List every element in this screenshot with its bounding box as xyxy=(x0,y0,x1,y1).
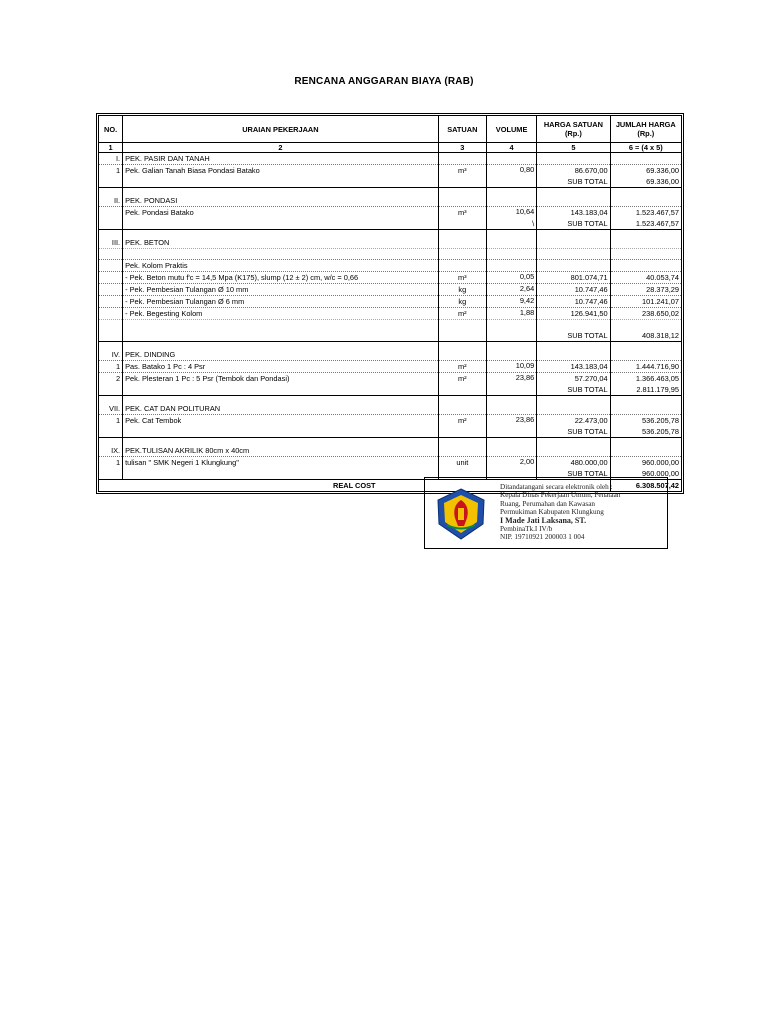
row-unit: unit xyxy=(438,457,486,469)
rab-table-frame xyxy=(96,113,684,494)
row-volume: 9,42 xyxy=(486,296,536,308)
spacer-cell xyxy=(486,396,536,404)
row-unit xyxy=(438,260,486,272)
row-volume: 2,00 xyxy=(486,457,536,469)
row-number xyxy=(99,260,123,272)
section-row xyxy=(99,195,682,207)
spacer-cell xyxy=(610,396,681,404)
section-row xyxy=(99,237,682,249)
row-volume xyxy=(486,384,536,396)
row-number: 1 xyxy=(99,165,123,177)
row-total-price: 1.444.716,90 xyxy=(610,361,681,373)
spacer-cell xyxy=(99,396,123,404)
header-unit: SATUAN xyxy=(438,116,486,143)
spacer-cell xyxy=(486,438,536,446)
row-volume xyxy=(486,330,536,342)
spacer-cell xyxy=(537,438,610,446)
row-volume xyxy=(486,445,536,457)
header-no: NO. xyxy=(99,116,123,143)
subtotal-row xyxy=(99,384,682,396)
table-row xyxy=(99,296,682,308)
row-unit-price: SUB TOTAL xyxy=(537,176,610,188)
row-number xyxy=(99,272,123,284)
row-volume xyxy=(486,349,536,361)
row-number: 1 xyxy=(99,415,123,427)
row-total-price xyxy=(610,320,681,331)
row-description xyxy=(123,176,439,188)
row-unit-price: 143.183,04 xyxy=(537,207,610,219)
row-unit-price: SUB TOTAL xyxy=(537,384,610,396)
spacer-cell xyxy=(537,342,610,350)
row-number: III. xyxy=(99,237,123,249)
row-total-price xyxy=(610,249,681,260)
row-description: PEK. CAT DAN POLITURAN xyxy=(123,403,439,415)
row-total-price: 536.205,78 xyxy=(610,426,681,438)
spacer-cell xyxy=(438,342,486,350)
blank-row xyxy=(99,249,682,260)
signer-nip: NIP. 19710921 200003 1 004 xyxy=(500,533,585,542)
row-number: I. xyxy=(99,153,123,165)
spacer-cell xyxy=(438,396,486,404)
row-unit xyxy=(438,237,486,249)
row-number xyxy=(99,384,123,396)
row-unit-price: SUB TOTAL xyxy=(537,468,610,480)
row-volume xyxy=(486,195,536,207)
spacer-cell xyxy=(123,342,439,350)
row-description xyxy=(123,249,439,260)
row-unit-price: 126.941,50 xyxy=(537,308,610,320)
subtotal-row xyxy=(99,330,682,342)
section-row xyxy=(99,445,682,457)
spacer-cell xyxy=(438,230,486,238)
row-volume: 1,88 xyxy=(486,308,536,320)
header-unit-price: HARGA SATUAN (Rp.) xyxy=(537,116,610,143)
table-row xyxy=(99,361,682,373)
table-header-row xyxy=(99,116,682,143)
row-unit xyxy=(438,153,486,165)
row-unit-price: 480.000,00 xyxy=(537,457,610,469)
row-description xyxy=(123,218,439,230)
header-volume: VOLUME xyxy=(486,116,536,143)
row-description: - Pek. Beton mutu f'c = 14,5 Mpa (K175), slump (12 ± 2) cm, w/c = 0,66 xyxy=(123,272,439,284)
row-description xyxy=(123,426,439,438)
row-number: VII. xyxy=(99,403,123,415)
row-number xyxy=(99,320,123,331)
row-number xyxy=(99,284,123,296)
row-unit-price: 143.183,04 xyxy=(537,361,610,373)
row-total-price xyxy=(610,260,681,272)
row-unit-price xyxy=(537,153,610,165)
column-number: 6 = (4 x 5) xyxy=(610,143,681,153)
column-number: 5 xyxy=(537,143,610,153)
section-row xyxy=(99,349,682,361)
row-description: Pek. Kolom Praktis xyxy=(123,260,439,272)
row-volume xyxy=(486,320,536,331)
row-number xyxy=(99,426,123,438)
row-volume: 0,80 xyxy=(486,165,536,177)
row-description xyxy=(123,468,439,480)
row-unit: m² xyxy=(438,361,486,373)
row-volume xyxy=(486,176,536,188)
row-unit xyxy=(438,249,486,260)
row-description: Pek. Pondasi Batako xyxy=(123,207,439,219)
row-description: tulisan " SMK Negeri 1 Klungkung" xyxy=(123,457,439,469)
row-unit: m³ xyxy=(438,207,486,219)
section-row xyxy=(99,153,682,165)
spacer-cell xyxy=(486,188,536,196)
table-row xyxy=(99,272,682,284)
row-description: PEK. BETON xyxy=(123,237,439,249)
row-unit xyxy=(438,445,486,457)
row-total-price: 1.523.467,57 xyxy=(610,207,681,219)
row-number xyxy=(99,330,123,342)
column-number: 2 xyxy=(123,143,439,153)
spacer-cell xyxy=(537,188,610,196)
row-unit-price: 10.747,46 xyxy=(537,296,610,308)
row-total-price: 536.205,78 xyxy=(610,415,681,427)
row-volume xyxy=(486,237,536,249)
row-unit xyxy=(438,218,486,230)
row-unit-price: 801.074,71 xyxy=(537,272,610,284)
column-number: 4 xyxy=(486,143,536,153)
row-total-price: 238.650,02 xyxy=(610,308,681,320)
header-total-price: JUMLAH HARGA (Rp.) xyxy=(610,116,681,143)
row-volume xyxy=(486,153,536,165)
spacer-row xyxy=(99,342,682,350)
row-unit: m² xyxy=(438,415,486,427)
subtotal-row xyxy=(99,176,682,188)
row-description: PEK. PONDASI xyxy=(123,195,439,207)
row-unit-price xyxy=(537,195,610,207)
row-description: - Pek. Begesting Kolom xyxy=(123,308,439,320)
spacer-cell xyxy=(123,230,439,238)
spacer-cell xyxy=(610,230,681,238)
table-row xyxy=(99,165,682,177)
row-description: Pas. Batako 1 Pc : 4 Psr xyxy=(123,361,439,373)
signature-line: Kepala Dinas Pekerjaan Umum, Penataan xyxy=(500,491,621,500)
row-number xyxy=(99,218,123,230)
row-unit-price: 86.670,00 xyxy=(537,165,610,177)
section-row xyxy=(99,403,682,415)
table-row xyxy=(99,457,682,469)
row-total-price: 960.000,00 xyxy=(610,457,681,469)
row-total-price: 2.811.179,95 xyxy=(610,384,681,396)
spacer-cell xyxy=(486,342,536,350)
row-volume: 0,05 xyxy=(486,272,536,284)
row-unit xyxy=(438,176,486,188)
row-unit: m² xyxy=(438,308,486,320)
column-number: 1 xyxy=(99,143,123,153)
row-unit xyxy=(438,349,486,361)
row-number: 1 xyxy=(99,457,123,469)
spacer-row xyxy=(99,230,682,238)
row-unit: kg xyxy=(438,296,486,308)
row-volume xyxy=(486,260,536,272)
spacer-cell xyxy=(99,342,123,350)
row-volume xyxy=(486,403,536,415)
row-unit xyxy=(438,195,486,207)
column-number-row xyxy=(99,143,682,153)
row-number: 1 xyxy=(99,361,123,373)
row-unit xyxy=(438,320,486,331)
row-description: Pek. Galian Tanah Biasa Pondasi Batako xyxy=(123,165,439,177)
row-total-price xyxy=(610,237,681,249)
spacer-cell xyxy=(537,396,610,404)
row-total-price: 28.373,29 xyxy=(610,284,681,296)
row-total-price xyxy=(610,195,681,207)
real-cost-label: REAL COST xyxy=(99,480,611,492)
row-unit-price: SUB TOTAL xyxy=(537,426,610,438)
rab-table-body xyxy=(99,116,682,492)
row-total-price: 101.241,07 xyxy=(610,296,681,308)
table-row xyxy=(99,373,682,385)
row-volume xyxy=(486,426,536,438)
row-unit xyxy=(438,403,486,415)
row-number: IX. xyxy=(99,445,123,457)
row-volume: 10,64 xyxy=(486,207,536,219)
document-title: RENCANA ANGGARAN BIAYA (RAB) xyxy=(294,76,474,87)
signature-text xyxy=(500,483,665,542)
row-total-price: 69.336,00 xyxy=(610,176,681,188)
row-total-price xyxy=(610,153,681,165)
row-unit-price xyxy=(537,249,610,260)
row-volume: \ xyxy=(486,218,536,230)
row-unit xyxy=(438,330,486,342)
row-unit: m² xyxy=(438,373,486,385)
row-number xyxy=(99,249,123,260)
row-volume: 2,64 xyxy=(486,284,536,296)
row-unit-price xyxy=(537,237,610,249)
row-unit-price xyxy=(537,403,610,415)
spacer-row xyxy=(99,188,682,196)
table-row xyxy=(99,260,682,272)
signer-name: I Made Jati Laksana, ST. xyxy=(500,515,587,525)
row-total-price: 1.366.463,05 xyxy=(610,373,681,385)
spacer-cell xyxy=(610,342,681,350)
row-number: IV. xyxy=(99,349,123,361)
row-total-price xyxy=(610,349,681,361)
row-volume xyxy=(486,249,536,260)
row-unit-price xyxy=(537,445,610,457)
row-unit-price: 57.270,04 xyxy=(537,373,610,385)
table-row xyxy=(99,308,682,320)
row-description: Pek. Cat Tembok xyxy=(123,415,439,427)
row-description: - Pek. Pembesian Tulangan Ø 10 mm xyxy=(123,284,439,296)
signature-line: Ruang, Perumahan dan Kawasan xyxy=(500,499,596,508)
spacer-cell xyxy=(610,188,681,196)
table-row xyxy=(99,207,682,219)
government-seal-icon xyxy=(433,486,489,542)
row-unit: m³ xyxy=(438,165,486,177)
spacer-cell xyxy=(610,438,681,446)
header-description: URAIAN PEKERJAAN xyxy=(123,116,439,143)
row-number xyxy=(99,207,123,219)
spacer-cell xyxy=(123,188,439,196)
row-number xyxy=(99,468,123,480)
real-cost-total: 6.308.507,42 xyxy=(610,480,681,492)
row-total-price xyxy=(610,403,681,415)
row-number: II. xyxy=(99,195,123,207)
row-total-price: 69.336,00 xyxy=(610,165,681,177)
subtotal-row xyxy=(99,218,682,230)
signer-rank: PembinaTk.I IV/b xyxy=(500,525,553,534)
spacer-row xyxy=(99,438,682,446)
row-total-price: 40.053,74 xyxy=(610,272,681,284)
row-number xyxy=(99,176,123,188)
table-row xyxy=(99,415,682,427)
electronic-signature-box xyxy=(424,477,668,549)
row-unit-price xyxy=(537,260,610,272)
row-number xyxy=(99,296,123,308)
row-unit-price: 22.473,00 xyxy=(537,415,610,427)
row-number: 2 xyxy=(99,373,123,385)
column-number: 3 xyxy=(438,143,486,153)
signature-line: Ditandatangani secara elektronik oleh : xyxy=(500,483,613,491)
row-description: PEK.TULISAN AKRILIK 80cm x 40cm xyxy=(123,445,439,457)
spacer-cell xyxy=(486,230,536,238)
row-unit-price: 10.747,46 xyxy=(537,284,610,296)
row-description: PEK. DINDING xyxy=(123,349,439,361)
row-total-price: 960.000,00 xyxy=(610,468,681,480)
blank-row xyxy=(99,320,682,331)
spacer-cell xyxy=(537,230,610,238)
row-unit: kg xyxy=(438,284,486,296)
spacer-cell xyxy=(99,438,123,446)
row-description: - Pek. Pembesian Tulangan Ø 6 mm xyxy=(123,296,439,308)
spacer-cell xyxy=(99,230,123,238)
row-unit-price xyxy=(537,320,610,331)
row-unit-price: SUB TOTAL xyxy=(537,330,610,342)
spacer-cell xyxy=(99,188,123,196)
row-unit xyxy=(438,384,486,396)
row-unit xyxy=(438,426,486,438)
row-total-price: 1.523.467,57 xyxy=(610,218,681,230)
row-volume: 23,86 xyxy=(486,373,536,385)
row-unit: m³ xyxy=(438,272,486,284)
row-total-price: 408.318,12 xyxy=(610,330,681,342)
spacer-cell xyxy=(438,188,486,196)
spacer-cell xyxy=(123,396,439,404)
spacer-row xyxy=(99,396,682,404)
row-volume: 10,09 xyxy=(486,361,536,373)
row-unit-price xyxy=(537,349,610,361)
subtotal-row xyxy=(99,426,682,438)
table-row xyxy=(99,284,682,296)
row-description: PEK. PASIR DAN TANAH xyxy=(123,153,439,165)
rab-table xyxy=(98,115,682,492)
row-description xyxy=(123,330,439,342)
spacer-cell xyxy=(438,438,486,446)
row-description xyxy=(123,320,439,331)
row-description: Pek. Plesteran 1 Pc : 5 Psr (Tembok dan Pondasi) xyxy=(123,373,439,385)
row-unit-price: SUB TOTAL xyxy=(537,218,610,230)
row-total-price xyxy=(610,445,681,457)
spacer-cell xyxy=(123,438,439,446)
row-number xyxy=(99,308,123,320)
row-volume: 23,86 xyxy=(486,415,536,427)
signature-line: Permukiman Kabupaten Klungkung xyxy=(500,508,604,517)
row-description xyxy=(123,384,439,396)
